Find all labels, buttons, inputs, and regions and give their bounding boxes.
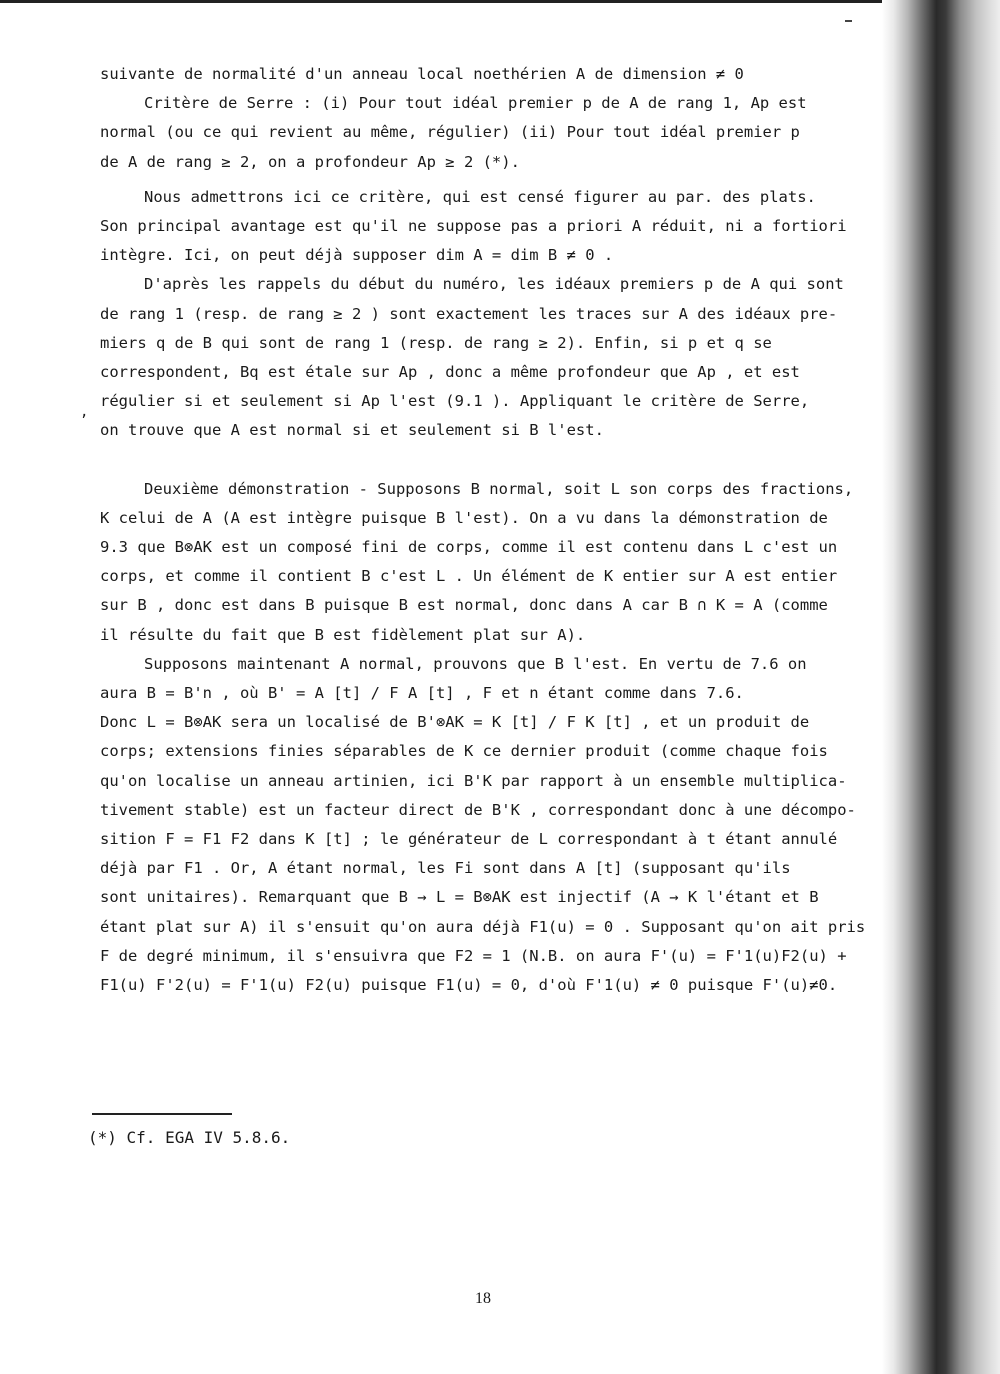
text-line: aura B = B'n , où B' = A [t] / F A [t] , F et n étant comme dans 7.6. <box>100 684 744 703</box>
text-line: F de degré minimum, il s'ensuivra que F2 = 1 (N.B. on aura F'(u) = F'1(u)F2(u) + <box>100 946 847 965</box>
margin-mark <box>845 20 852 22</box>
text-line: régulier si et seulement si Ap l'est (9.1 ). Appliquant le critère de Serre, <box>100 392 810 411</box>
text-line: sur B , donc est dans B puisque B est normal, donc dans A car B ∩ K = A (comme <box>100 596 828 615</box>
footnote-rule <box>92 1113 232 1115</box>
margin-tick: , <box>80 404 89 420</box>
paragraph-gap <box>100 446 860 475</box>
text-line: il résulte du fait que B est fidèlement plat sur A). <box>100 625 586 644</box>
text-line: Son principal avantage est qu'il ne suppose pas a priori A réduit, ni a fortiori <box>100 217 847 236</box>
text-line: de A de rang ≥ 2, on a profondeur Ap ≥ 2 (*). <box>100 152 520 171</box>
text-line: miers q de B qui sont de rang 1 (resp. de rang ≥ 2). Enfin, si p et q se <box>100 333 772 352</box>
text-line: Deuxième démonstration - Supposons B normal, soit L son corps des fractions, <box>144 479 854 498</box>
text-line: tivement stable) est un facteur direct de B'K , correspondant donc à une décompo- <box>100 800 856 819</box>
text-line: de rang 1 (resp. de rang ≥ 2 ) sont exactement les traces sur A des idéaux pre- <box>100 304 838 323</box>
top-edge-line <box>0 0 1000 3</box>
text-line: étant plat sur A) il s'ensuit qu'on aura déjà F1(u) = 0 . Supposant qu'on ait pris <box>100 917 866 936</box>
text-line: intègre. Ici, on peut déjà supposer dim A = dim B ≠ 0 . <box>100 246 614 265</box>
text-line: suivante de normalité d'un anneau local noethérien A de dimension ≠ 0 <box>100 65 744 83</box>
text-line: Donc L = B⊗AK sera un localisé de B'⊗AK = K [t] / F K [t] , et un produit de <box>100 713 810 732</box>
text-line: D'après les rappels du début du numéro, les idéaux premiers p de A qui sont <box>144 275 844 294</box>
text-line: F1(u) F'2(u) = F'1(u) F2(u) puisque F1(u) = 0, d'où F'1(u) ≠ 0 puisque F'(u)≠0. <box>100 976 838 995</box>
text-line: sition F = F1 F2 dans K [t] ; le générateur de L correspondant à t étant annulé <box>100 830 838 849</box>
text-line: on trouve que A est normal si et seulement si B l'est. <box>100 421 604 440</box>
text-line: Supposons maintenant A normal, prouvons que B l'est. En vertu de 7.6 on <box>144 654 807 673</box>
text-line: qu'on localise un anneau artinien, ici B'K par rapport à un ensemble multiplica- <box>100 771 847 790</box>
text-line: 9.3 que B⊗AK est un composé fini de corps, comme il est contenu dans L c'est un <box>100 538 838 557</box>
text-line: sont unitaires). Remarquant que B → L = B⊗AK est injectif (A → K l'étant et B <box>100 888 819 907</box>
text-line: K celui de A (A est intègre puisque B l'est). On a vu dans la démonstration de <box>100 508 828 527</box>
scan-binding-shadow <box>882 0 1000 1374</box>
text-line: correspondent, Bq est étale sur Ap , donc a même profondeur que Ap , et est <box>100 363 800 382</box>
text-line: Nous admettrons ici ce critère, qui est censé figurer au par. des plats. <box>144 187 816 206</box>
page-number: 18 <box>475 1290 491 1307</box>
text-line: corps; extensions finies séparables de K ce dernier produit (comme chaque fois <box>100 742 828 761</box>
footnote: (*) Cf. EGA IV 5.8.6. <box>88 1128 291 1147</box>
page-body <box>100 60 866 1000</box>
text-line: normal (ou ce qui revient au même, régulier) (ii) Pour tout idéal premier p <box>100 123 800 142</box>
text-line: Critère de Serre : (i) Pour tout idéal premier p de A de rang 1, Ap est <box>144 94 807 113</box>
text-line: corps, et comme il contient B c'est L . Un élément de K entier sur A est entier <box>100 567 838 586</box>
text-line: déjà par F1 . Or, A étant normal, les Fi sont dans A [t] (supposant qu'ils <box>100 859 791 878</box>
